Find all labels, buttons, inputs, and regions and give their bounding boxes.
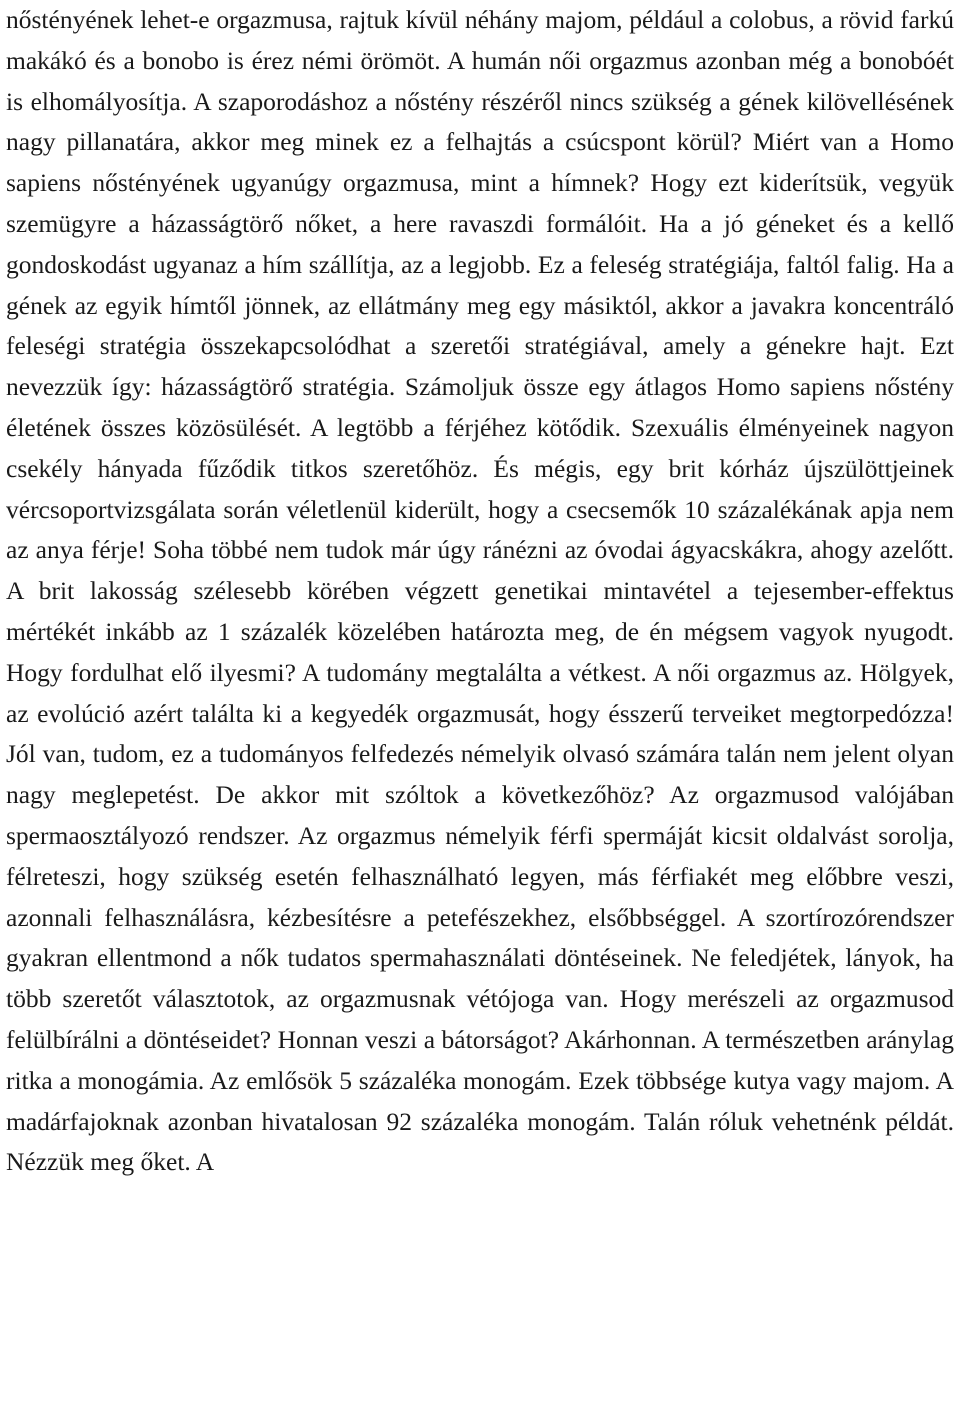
- document-page: [6, 0, 954, 1183]
- body-paragraph: nőstényének lehet-e orgazmusa, rajtuk kívül néhány majom, például a colobus, a rövid farkú makákó és a bonobo is érez némi örömöt. A humán női orgazmus azonban még a bonobóét is elhomályosítja. A szaporodáshoz a nőstény részéről nincs szükség a gének kilövellésének nagy pillanatára, akkor meg minek ez a felhajtás a csúcspont körül? Miért van a Homo sapiens nőstényének ugyanúgy orgazmusa, mint a hímnek? Hogy ezt kiderítsük, vegyük szemügyre a házasságtörő nőket, a here ravaszdi formálóit. Ha a jó géneket és a kellő gondoskodást ugyanaz a hím szállítja, az a legjobb. Ez a feleség stratégiája, faltól falig. Ha a gének az egyik hímtől jönnek, az ellátmány meg egy másiktól, akkor a javakra koncentráló feleségi stratégia összekapcsolódhat a szeretői stratégiával, amely a génekre hajt. Ezt nevezzük így: házasságtörő stratégia. Számoljuk össze egy átlagos Homo sapiens nőstény életének összes közösülését. A legtöbb a férjéhez kötődik. Szexuális élményeinek nagyon csekély hányada fűződik titkos szeretőhöz. És mégis, egy brit kórház újszülöttjeinek vércsoportvizsgálata során véletlenül kiderült, hogy a csecsemők 10 százalékának apja nem az anya férje! Soha többé nem tudok már úgy ránézni az óvodai ágyacskákra, ahogy azelőtt. A brit lakosság szélesebb körében végzett genetikai mintavétel a tejesember-effektus mértékét inkább az 1 százalék közelében határozta meg, de én mégsem vagyok nyugodt. Hogy fordulhat elő ilyesmi? A tudomány megtalálta a vétkest. A női orgazmus az. Hölgyek, az evolúció azért találta ki a kegyedék orgazmusát, hogy ésszerű terveiket megtorpedózza! Jól van, tudom, ez a tudományos felfedezés némelyik olvasó számára talán nem jelent olyan nagy meglepetést. De akkor mit szóltok a következőhöz? Az orgazmusod valójában spermaosztályozó rendszer. Az orgazmus némelyik férfi spermáját kicsit oldalvást sorolja, félreteszi, hogy szükség esetén felhasználható legyen, más férfiakét meg előbbre veszi, azonnali felhasználásra, kézbesítésre a petefészekhez, elsőbbséggel. A szortírozórendszer gyakran ellentmond a nők tudatos spermahasználati döntéseinek. Ne feledjétek, lányok, ha több szeretőt választotok, az orgazmusnak vétójoga van. Hogy merészeli az orgazmusod felülbírálni a döntéseidet? Honnan veszi a bátorságot? Akárhonnan. A természetben aránylag ritka a monogámia. Az emlősök 5 százaléka monogám. Ezek többsége kutya vagy majom. A madárfajoknak azonban hivatalosan 92 százaléka monogám. Talán róluk vehetnénk példát. Nézzük meg őket. A: [6, 5, 954, 1177]
